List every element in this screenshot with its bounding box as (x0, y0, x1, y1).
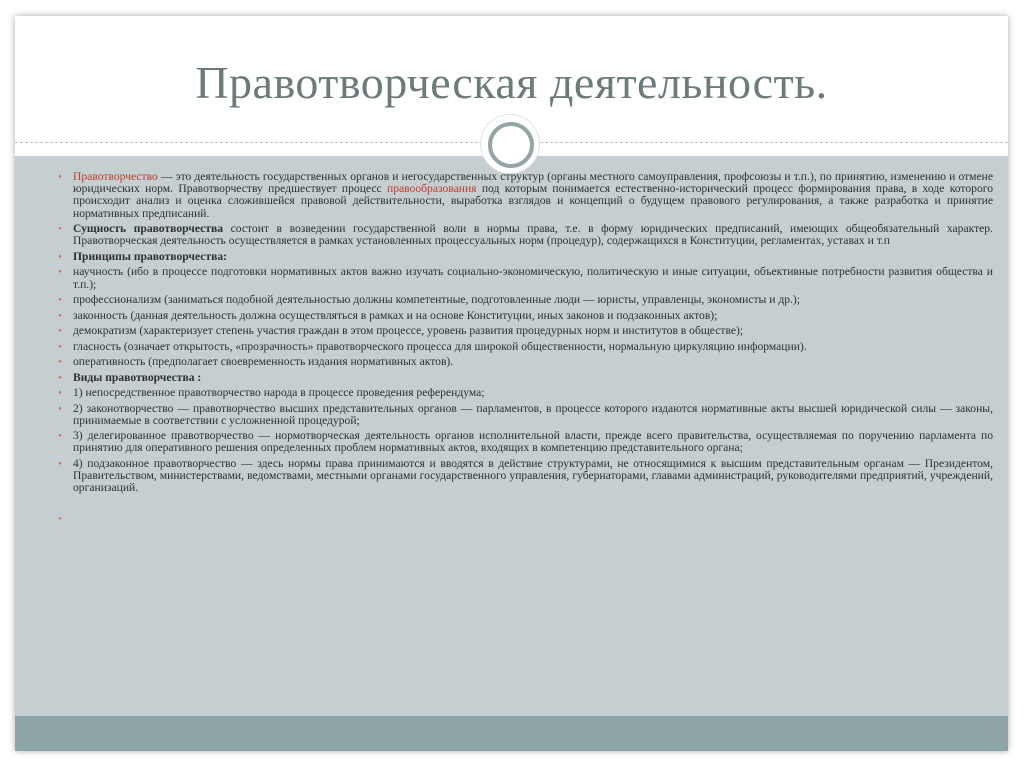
bullet-icon: • (58, 223, 62, 236)
footer-band (15, 716, 1008, 751)
bullet-icon: • (58, 340, 62, 353)
bullet-icon: • (58, 356, 62, 369)
item-text: оперативность (предполагает своевременность издания нормативных актов). (73, 355, 454, 369)
item-text: гласность (означает открытость, «прозрачность» правотворческого процесса для широкой общественности, нормальную циркуляцию информации). (73, 339, 807, 353)
bullet-icon: • (58, 250, 62, 263)
bullet-icon: • (58, 266, 62, 279)
list-item (58, 308, 993, 322)
list-item (58, 265, 993, 291)
section-heading: Принципы правотворчества: (73, 249, 227, 263)
bullet-icon: • (58, 294, 62, 307)
bullet-icon: • (58, 430, 62, 443)
item-text: 1) непосредственное правотворчество народа в процессе проведения референдума; (73, 386, 485, 400)
circle-ornament-icon (480, 114, 540, 174)
item-text: профессионализм (заниматься подобной деятельностью должны компетентные, подготовленные люди — юристы, управленцы, экономисты и др.); (73, 293, 801, 307)
term-link[interactable]: правообразования (387, 182, 477, 196)
item-term: Сущность правотворчества (73, 222, 224, 236)
item-text: демократизм (характеризует степень участия граждан в этом процессе, уровень развития процедурных норм и институтов в обществе); (73, 324, 744, 338)
list-item (58, 355, 993, 369)
item-text: 2) законотворчество — правотворчество высших представительных органов — парламентов, в процессе которого издаются нормативные акты высшей юридической силы — законы, принимаемые в соответствии с усложненной процедурой; (73, 401, 993, 427)
list-item (58, 401, 993, 427)
bullet-icon: • (58, 171, 62, 183)
bullet-list (58, 170, 994, 525)
bullet-icon: • (58, 325, 62, 338)
list-item (58, 339, 993, 353)
bullet-icon: • (58, 457, 62, 470)
list-item (58, 249, 993, 263)
bullet-icon: • (58, 309, 62, 322)
item-text: — это деятельность государственных органов и негосударственных структур (органы местного самоуправления, профсоюзы и т.п.), по принятию, изменению и отмене юридических норм. Правотворчеству предшествует процесс (73, 170, 993, 196)
list-item (58, 456, 993, 495)
term-link[interactable]: Правотворчество (73, 170, 158, 183)
list-item (58, 429, 993, 455)
section-heading: Виды правотворчества : (73, 370, 202, 384)
bullet-icon: • (58, 402, 62, 415)
item-text: научность (ибо в процессе подготовки нормативных актов важно изучать социально-экономическую, политическую и иные ситуации, объективные потребности развития общества и т.п.); (73, 265, 993, 291)
list-item (58, 170, 994, 220)
list-item (58, 370, 993, 384)
slide-title: Правотворческая деятельность. (195, 57, 828, 108)
item-text: 3) делегированное правотворчество — нормотворческая деятельность органов исполнительной власти, прежде всего правительства, осуществляемая по поручению парламента по принятию для оперативного решения определенных проблем нормативных актов, входящих в компетенцию представительного органа; (73, 429, 993, 455)
list-item (58, 386, 993, 400)
bullet-icon: • (58, 387, 62, 400)
item-text: законность (данная деятельность должна осуществляться в рамках и на основе Конституции, иных законов и подзаконных актов); (73, 308, 718, 322)
item-text: 4) подзаконное правотворчество — здесь нормы права принимаются и вводятся в действие структурами, не относящимися к высшим представительным органам — Президентом, Правительством, министерствами, ведомствами, местными органами государственного управления, губернаторами, главами администраций, руководителями предприятий, учреждений, организаций. (73, 456, 993, 495)
item-text: состоит в возведении государственной воли в нормы права, т.е. в форму юридических предписаний, имеющих общеобязательный характер. Правотворческая деятельность осуществляется в рамках установленных процессуальных норм (процедур), содержащихся в Конституции, регламентах, уставах и т.п (73, 222, 993, 248)
list-item (58, 222, 993, 248)
list-item (58, 293, 993, 307)
slide-frame (15, 16, 1008, 751)
item-text: под которым понимается естественно-исторический процесс формирования права, в ходе которого происходит анализ и оценка сложившейся правовой действительности, выработка взглядов и концепций о будущем правового регулирования, а также разработка и принятие нормативных предписаний. (73, 182, 994, 220)
list-item (58, 324, 993, 338)
bullet-icon: • (58, 512, 62, 525)
bullet-icon: • (58, 371, 62, 384)
